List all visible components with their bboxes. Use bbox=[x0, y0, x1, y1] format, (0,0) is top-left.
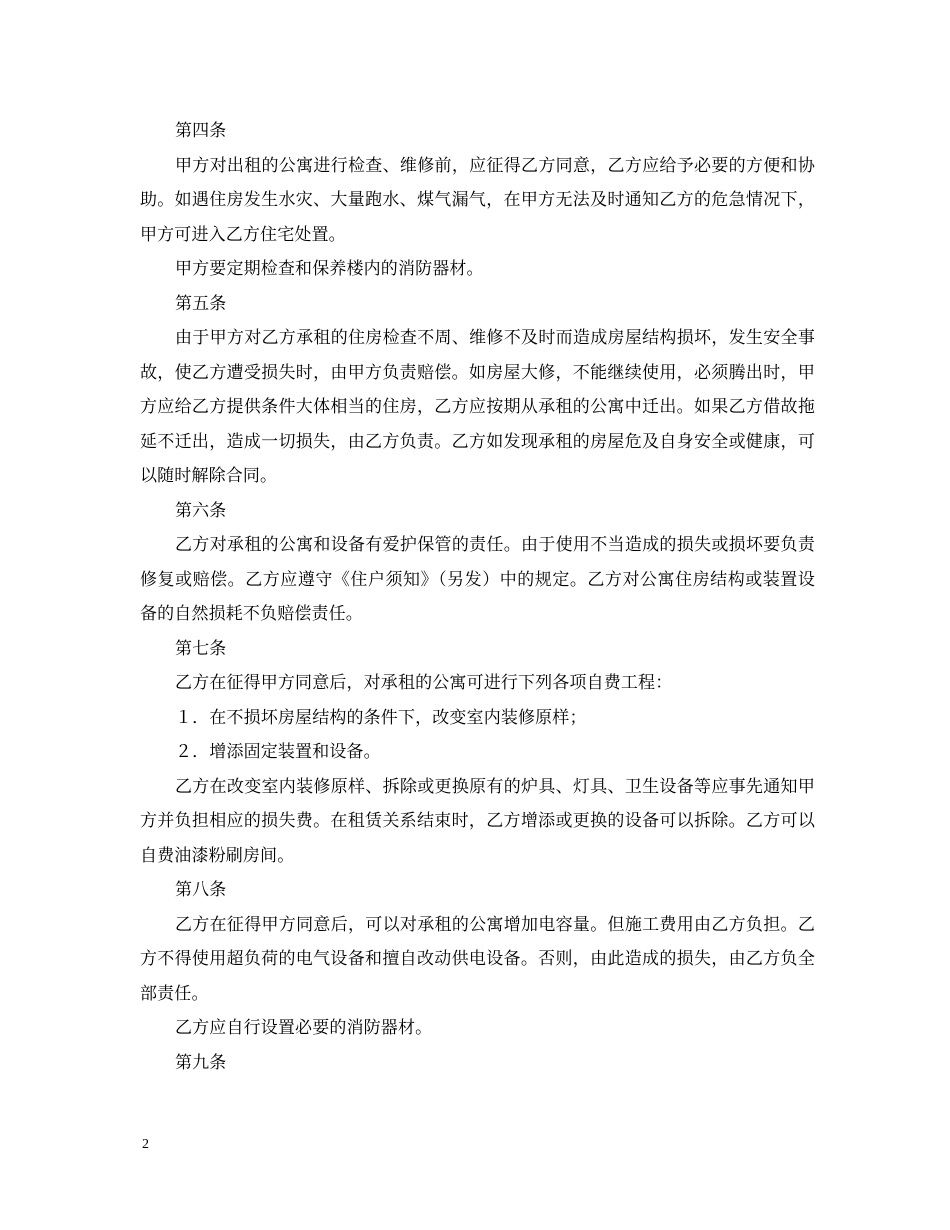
article-6-heading: 第六条 bbox=[175, 500, 227, 521]
article-8-paragraph-1: 乙方在征得甲方同意后，可以对承租的公寓增加电容量。但施工费用由乙方负担。乙方不得使用超负荷的电气设备和擅自改动供电设备。否则，由此造成的损失，由乙方负全部责任。 bbox=[140, 914, 815, 1004]
article-9-heading: 第九条 bbox=[175, 1052, 227, 1073]
article-8-paragraph-2: 乙方应自行设置必要的消防器材。 bbox=[175, 1018, 433, 1038]
article-4-paragraph-2: 甲方要定期检查和保养楼内的消防器材。 bbox=[175, 259, 484, 279]
page-number: 2 bbox=[142, 1137, 149, 1152]
document-body bbox=[140, 114, 815, 1080]
article-7-heading: 第七条 bbox=[175, 638, 227, 659]
article-4-paragraph-1: 甲方对出租的公寓进行检查、维修前，应征得乙方同意，乙方应给予必要的方便和协助。如遇住房发生水灾、大量跑水、煤气漏气，在甲方无法及时通知乙方的危急情况下，甲方可进入乙方住宅处置。 bbox=[140, 155, 815, 245]
article-6-paragraph-1: 乙方对承租的公寓和设备有爱护保管的责任。由于使用不当造成的损失或损坏要负责修复或赔偿。乙方应遵守《住户须知》（另发）中的规定。乙方对公寓住房结构或装置设备的自然损耗不负赔偿责任。 bbox=[140, 535, 815, 624]
article-8-heading: 第八条 bbox=[175, 880, 227, 900]
article-7-paragraph-2: 乙方在改变室内装修原样、拆除或更换原有的炉具、灯具、卫生设备等应事先通知甲方并负担相应的损失费。在租赁关系结束时，乙方增添或更换的设备可以拆除。乙方可以自费油漆粉刷房间。 bbox=[140, 776, 815, 866]
article-7-paragraph-1: 乙方在征得甲方同意后，对承租的公寓可进行下列各项自费工程： bbox=[175, 673, 673, 693]
article-7-list-item-1: １．在不损坏房屋结构的条件下，改变室内装修原样； bbox=[175, 707, 587, 728]
article-7-list-item-2: ２．增添固定装置和设备。 bbox=[175, 742, 381, 762]
article-5-paragraph-1: 由于甲方对乙方承租的住房检查不周、维修不及时而造成房屋结构损坏，发生安全事故，使乙方遭受损失时，由甲方负责赔偿。如房屋大修，不能继续使用，必须腾出时，甲方应给乙方提供条件大体相当的住房，乙方应按期从承租的公寓中迁出。如果乙方借故拖延不迁出，造成一切损失，由乙方负责。乙方如发现承租的房屋危及自身安全或健康，可以随时解除合同。 bbox=[140, 328, 815, 486]
article-5-heading: 第五条 bbox=[175, 293, 227, 314]
article-4-heading: 第四条 bbox=[175, 121, 227, 141]
